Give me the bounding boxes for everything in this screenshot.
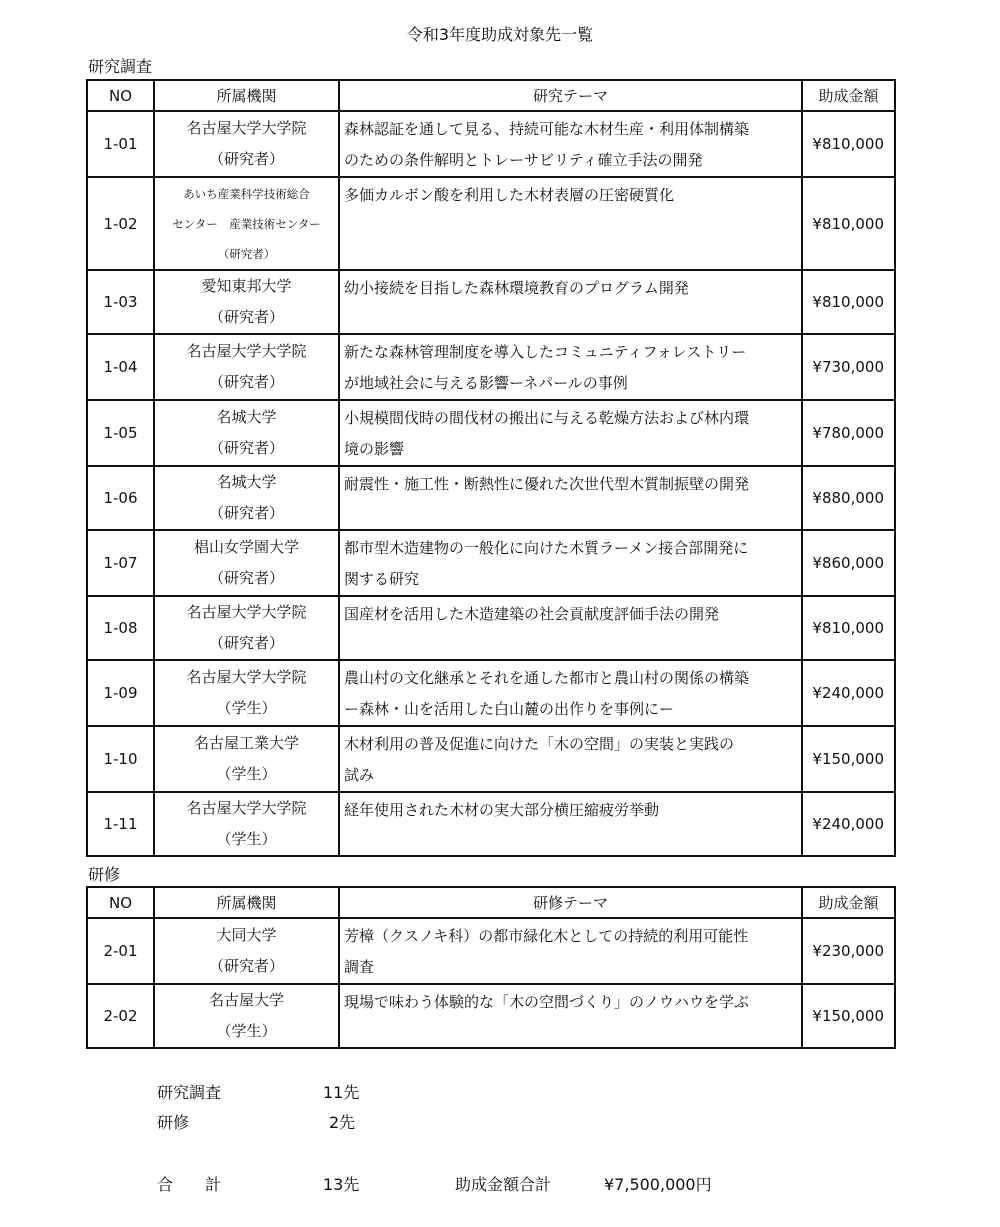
theme-cell — [339, 466, 802, 530]
theme-line: 木材利用の普及促進に向けた「木の空間」の実装と実践の — [344, 735, 735, 753]
row-number: 1-04 — [87, 334, 154, 400]
grant-amount: ¥810,000 — [802, 177, 895, 270]
theme-line: 境の影響 — [344, 440, 405, 458]
institution-cell — [154, 918, 339, 984]
row-number: 1-03 — [87, 270, 154, 334]
institution-line: 名古屋工業大学 — [193, 734, 299, 752]
grant-amount: ¥150,000 — [802, 984, 895, 1048]
institution-line: （研究者） — [208, 373, 284, 391]
institution-cell — [154, 400, 339, 466]
header-org: 所属機関 — [154, 80, 339, 111]
training-table — [86, 886, 896, 1049]
row-number: 1-09 — [87, 660, 154, 726]
grant-amount: ¥240,000 — [802, 660, 895, 726]
theme-line: ー森林・山を活用した白山麓の出作りを事例にー — [344, 700, 675, 718]
table-row — [87, 596, 895, 660]
theme-line: 小規模間伐時の間伐材の搬出に与える乾燥方法および林内環 — [344, 409, 750, 427]
theme-cell — [339, 530, 802, 596]
institution-cell — [154, 726, 339, 792]
theme-cell — [339, 334, 802, 400]
institution-cell — [154, 111, 339, 177]
row-number: 1-11 — [87, 792, 154, 856]
institution-line: 椙山女学園大学 — [193, 538, 299, 556]
institution-cell — [154, 596, 339, 660]
theme-cell — [339, 660, 802, 726]
table-row — [87, 792, 895, 856]
research-table — [86, 79, 896, 857]
grant-amount: ¥240,000 — [802, 792, 895, 856]
header-org: 所属機関 — [154, 887, 339, 918]
grant-amount: ¥880,000 — [802, 466, 895, 530]
theme-cell — [339, 726, 802, 792]
row-number: 1-06 — [87, 466, 154, 530]
table-row — [87, 466, 895, 530]
row-number: 1-10 — [87, 726, 154, 792]
theme-line: が地域社会に与える影響ーネパールの事例 — [344, 374, 628, 392]
theme-line: 経年使用された木材の実大部分横圧縮疲労挙動 — [344, 801, 660, 819]
theme-line: 多価カルボン酸を利用した木材表層の圧密硬質化 — [344, 186, 675, 204]
header-no: NO — [87, 887, 154, 918]
institution-line: （研究者） — [217, 246, 276, 261]
theme-line: のための条件解明とトレーサビリティ確立手法の開発 — [344, 151, 703, 169]
training-section-label: 研修 — [88, 865, 121, 884]
table-row — [87, 111, 895, 177]
row-number: 1-02 — [87, 177, 154, 270]
theme-cell — [339, 400, 802, 466]
institution-line: （研究者） — [208, 957, 284, 975]
institution-line: 名古屋大学大学院 — [186, 668, 307, 686]
institution-line: （研究者） — [208, 569, 284, 587]
theme-line: 現場で味わう体験的な「木の空間づくり」のノウハウを学ぶ — [344, 993, 750, 1011]
institution-line: （学生） — [216, 765, 277, 783]
theme-cell — [339, 177, 802, 270]
institution-line: （学生） — [216, 699, 277, 717]
theme-line: 芳樟（クスノキ科）の都市緑化木としての持続的利用可能性 — [344, 927, 749, 945]
row-number: 1-07 — [87, 530, 154, 596]
theme-line: 調査 — [344, 958, 375, 976]
institution-cell — [154, 270, 339, 334]
institution-line: （研究者） — [208, 634, 284, 652]
summary-total-label: 合 計 — [157, 1175, 222, 1194]
header-amount: 助成金額 — [802, 887, 895, 918]
institution-line: （研究者） — [208, 439, 284, 457]
grant-amount: ¥860,000 — [802, 530, 895, 596]
institution-cell — [154, 660, 339, 726]
grant-amount: ¥780,000 — [802, 400, 895, 466]
theme-cell — [339, 596, 802, 660]
theme-cell — [339, 270, 802, 334]
institution-line: あいち産業科学技術総合 — [183, 186, 310, 201]
theme-cell — [339, 111, 802, 177]
theme-line: 試み — [344, 766, 375, 784]
institution-line: 名古屋大学大学院 — [186, 119, 307, 137]
institution-cell — [154, 177, 339, 270]
table-row — [87, 334, 895, 400]
theme-line: 農山村の文化継承とそれを通した都市と農山村の関係の構築 — [344, 669, 750, 687]
institution-line: （学生） — [216, 1022, 277, 1040]
table-row — [87, 400, 895, 466]
table-row — [87, 660, 895, 726]
theme-line: 都市型木造建物の一般化に向けた木質ラーメン接合部開発に — [344, 539, 749, 557]
theme-line: 関する研究 — [344, 570, 420, 588]
institution-line: 名古屋大学大学院 — [186, 342, 307, 360]
header-theme: 研修テーマ — [339, 887, 802, 918]
row-number: 1-08 — [87, 596, 154, 660]
institution-line: 愛知東邦大学 — [201, 277, 292, 295]
institution-cell — [154, 984, 339, 1048]
grant-amount: ¥230,000 — [802, 918, 895, 984]
summary-research-label: 研究調査 — [157, 1083, 222, 1102]
grant-amount: ¥810,000 — [802, 270, 895, 334]
institution-cell — [154, 466, 339, 530]
institution-line: 名古屋大学 — [208, 991, 284, 1009]
theme-cell — [339, 918, 802, 984]
research-section-label: 研究調査 — [88, 57, 153, 76]
header-amount: 助成金額 — [802, 80, 895, 111]
research-table-header — [87, 80, 895, 111]
summary-grant-total-label: 助成金額合計 — [455, 1175, 552, 1194]
table-row — [87, 726, 895, 792]
table-row — [87, 177, 895, 270]
training-table-header — [87, 887, 895, 918]
table-row — [87, 530, 895, 596]
row-number: 2-02 — [87, 984, 154, 1048]
grant-amount: ¥810,000 — [802, 596, 895, 660]
theme-line: 幼小接続を目指した森林環境教育のプログラム開発 — [344, 279, 689, 297]
institution-cell — [154, 792, 339, 856]
page-title: 令和3年度助成対象先一覧 — [406, 25, 594, 44]
theme-cell — [339, 792, 802, 856]
institution-line: 名古屋大学大学院 — [186, 799, 307, 817]
header-no: NO — [87, 80, 154, 111]
header-theme: 研究テーマ — [339, 80, 802, 111]
grant-amount: ¥730,000 — [802, 334, 895, 400]
grant-amount: ¥810,000 — [802, 111, 895, 177]
theme-line: 耐震性・施工性・断熱性に優れた次世代型木質制振壁の開発 — [344, 475, 750, 493]
institution-cell — [154, 530, 339, 596]
theme-line: 森林認証を通して見る、持続可能な木材生産・利用体制構築 — [344, 120, 750, 138]
row-number: 1-05 — [87, 400, 154, 466]
institution-line: 大同大学 — [216, 926, 277, 944]
institution-line: 名城大学 — [216, 408, 277, 426]
institution-line: 名古屋大学大学院 — [186, 603, 307, 621]
institution-line: 名城大学 — [216, 473, 277, 491]
row-number: 2-01 — [87, 918, 154, 984]
institution-line: （研究者） — [208, 150, 284, 168]
summary-research-count: 11先 — [323, 1083, 360, 1102]
institution-cell — [154, 334, 339, 400]
table-row — [87, 984, 895, 1048]
theme-cell — [339, 984, 802, 1048]
summary-training-count: 2先 — [329, 1113, 356, 1132]
summary-total-count: 13先 — [323, 1175, 360, 1194]
summary-training-label: 研修 — [157, 1113, 190, 1132]
row-number: 1-01 — [87, 111, 154, 177]
theme-line: 国産材を活用した木造建築の社会貢献度評価手法の開発 — [344, 605, 720, 623]
institution-line: （学生） — [216, 830, 277, 848]
institution-line: （研究者） — [208, 308, 284, 326]
institution-line: センター 産業技術センター — [172, 216, 321, 231]
theme-line: 新たな森林管理制度を導入したコミュニティフォレストリー — [344, 343, 747, 361]
table-row — [87, 918, 895, 984]
grant-amount: ¥150,000 — [802, 726, 895, 792]
summary-grant-total-value: ¥7,500,000円 — [604, 1175, 712, 1194]
table-row — [87, 270, 895, 334]
institution-line: （研究者） — [208, 504, 284, 522]
